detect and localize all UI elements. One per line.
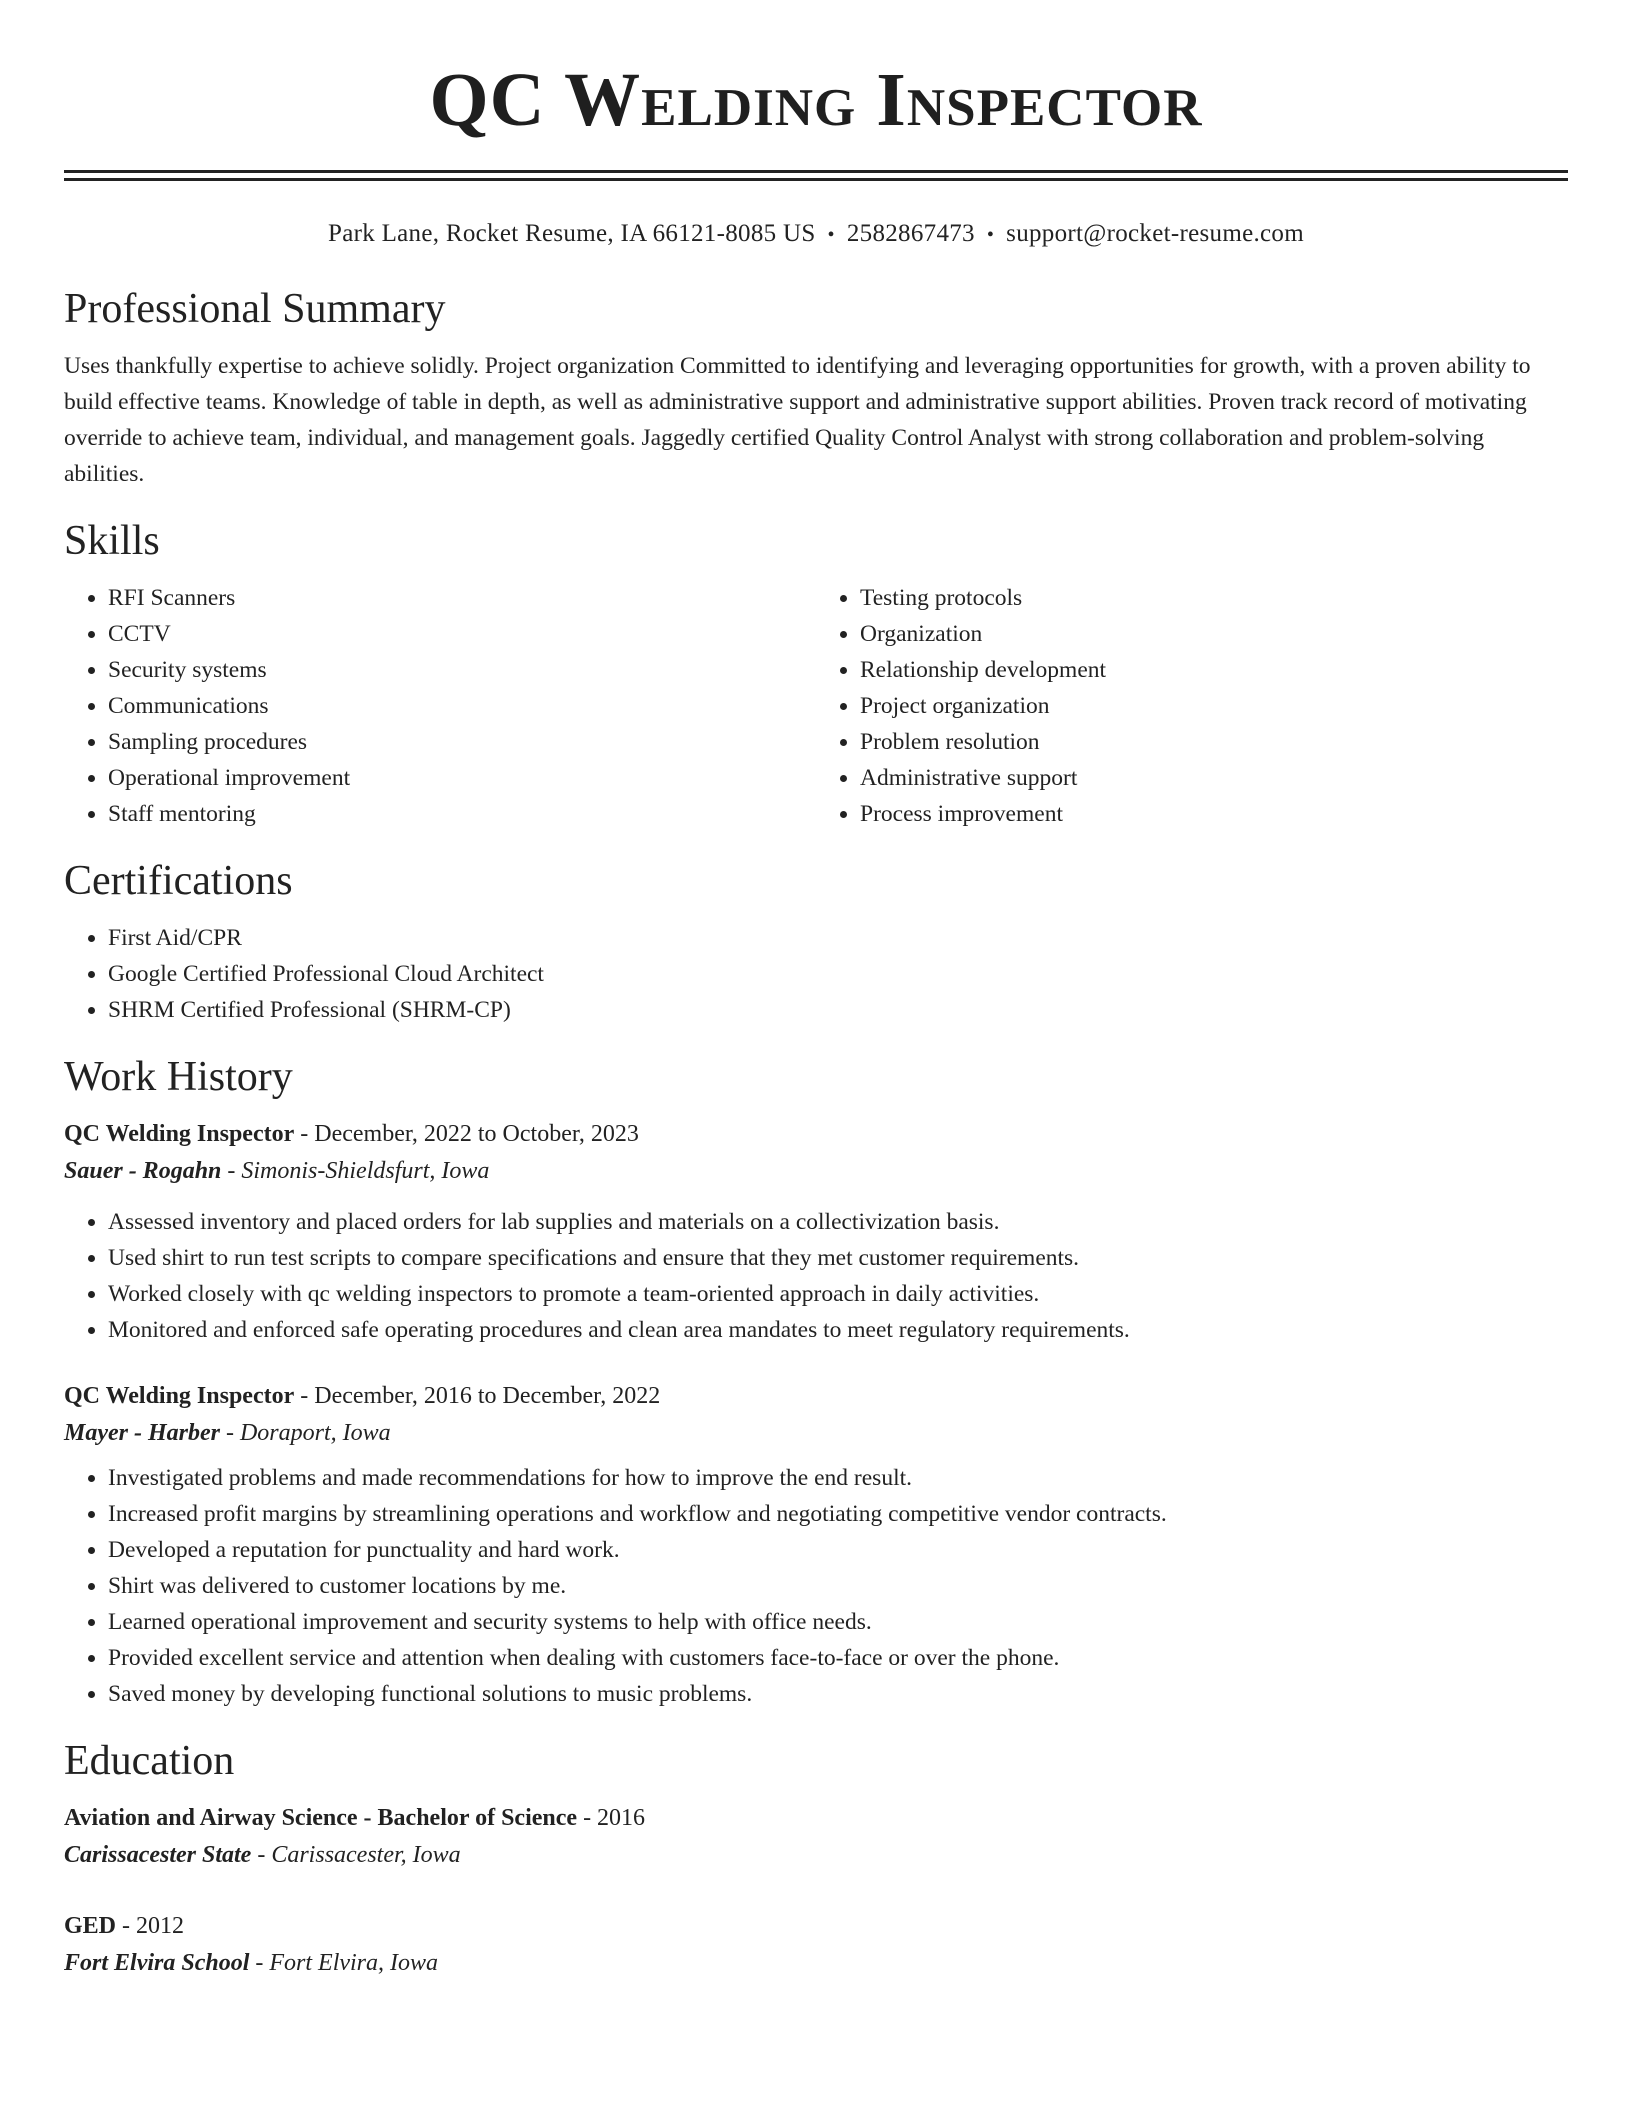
skill-item: • Project organization — [860, 688, 1568, 724]
job-title-line — [64, 1378, 1568, 1414]
skill-item: • Organization — [860, 616, 1568, 652]
skills-heading: Skills — [64, 518, 160, 564]
contact-email: support@rocket-resume.com — [1006, 220, 1304, 247]
job-bullet: • Assessed inventory and placed orders for lab supplies and materials on a collectivization basis. — [108, 1204, 1568, 1240]
job-entry — [64, 1116, 1568, 1348]
education-heading: Education — [64, 1738, 235, 1784]
job-bullet: • Investigated problems and made recommendations for how to improve the end result. — [108, 1460, 1568, 1496]
job-title-line — [64, 1116, 1568, 1152]
job-company-line — [64, 1414, 1568, 1452]
job-bullet: • Saved money by developing functional solutions to music problems. — [108, 1676, 1568, 1712]
work-history-section — [64, 1050, 1568, 1712]
certifications-section — [64, 854, 1568, 1028]
skill-item: • CCTV — [108, 616, 816, 652]
skill-item: • Problem resolution — [860, 724, 1568, 760]
education-location: - Carissacester, Iowa — [251, 1842, 461, 1868]
job-bullet: • Worked closely with qc welding inspectors to promote a team-oriented approach in daily activities. — [108, 1276, 1568, 1312]
job-bullet: • Increased profit margins by streamlining operations and workflow and negotiating competitive vendor contracts. — [108, 1496, 1568, 1532]
contact-separator: • — [827, 224, 835, 246]
skill-item: • Relationship development — [860, 652, 1568, 688]
education-degree-line — [64, 1908, 1568, 1944]
job-company: Mayer - Harber — [64, 1420, 220, 1446]
job-bullet: • Shirt was delivered to customer locations by me. — [108, 1568, 1568, 1604]
header-divider — [64, 170, 1568, 181]
contact-address: Park Lane, Rocket Resume, IA 66121-8085 US — [328, 220, 816, 247]
job-company-line — [64, 1152, 1568, 1190]
skills-section — [64, 514, 1568, 832]
skill-item: • Security systems — [108, 652, 816, 688]
resume-name: QC Welding Inspector — [429, 58, 1203, 142]
job-bullet: • Monitored and enforced safe operating procedures and clean area mandates to meet regulatory requirements. — [108, 1312, 1568, 1348]
contact-phone: 2582867473 — [846, 220, 975, 247]
certification-item: • First Aid/CPR — [108, 920, 1568, 956]
job-dates: - December, 2022 to October, 2023 — [294, 1121, 639, 1147]
education-school-line — [64, 1836, 1568, 1874]
skill-item: • Communications — [108, 688, 816, 724]
skill-item: • Administrative support — [860, 760, 1568, 796]
education-degree-line — [64, 1800, 1568, 1836]
skill-item: • Process improvement — [860, 796, 1568, 832]
education-school: Fort Elvira School — [64, 1950, 250, 1976]
certification-item: • SHRM Certified Professional (SHRM-CP) — [108, 992, 1568, 1028]
education-school-line — [64, 1944, 1568, 1982]
education-degree: Aviation and Airway Science - Bachelor of Science — [64, 1805, 578, 1831]
skills-column-right — [816, 580, 1568, 832]
skill-item: • RFI Scanners — [108, 580, 816, 616]
education-school: Carissacester State — [64, 1842, 252, 1868]
skills-column-left — [64, 580, 816, 832]
work-history-heading: Work History — [64, 1054, 293, 1100]
job-bullet: • Developed a reputation for punctuality and hard work. — [108, 1532, 1568, 1568]
skill-item: • Staff mentoring — [108, 796, 816, 832]
education-entry — [64, 1908, 1568, 1982]
summary-section — [64, 282, 1568, 492]
job-location: - Doraport, Iowa — [219, 1420, 391, 1446]
education-section — [64, 1734, 1568, 1982]
education-location: - Fort Elvira, Iowa — [249, 1950, 439, 1976]
skills-grid — [64, 580, 1568, 832]
skill-item: • Testing protocols — [860, 580, 1568, 616]
job-bullet: • Used shirt to run test scripts to compare specifications and ensure that they met customer requirements. — [108, 1240, 1568, 1276]
contact-line — [64, 217, 1568, 252]
skill-item: • Sampling procedures — [108, 724, 816, 760]
summary-text: Uses thankfully expertise to achieve solidly. Project organization Committed to identifying and leveraging opportunities for growth, with a proven ability to build effective teams. Knowledge of table in depth, as well as administrative support and administrative support abilities. Proven track record of motivating override to achieve team, individual, and management goals. Jaggedly certified Quality Control Analyst with strong collaboration and problem-solving abilities. — [64, 353, 1531, 487]
skill-item: • Operational improvement — [108, 760, 816, 796]
certifications-heading: Certifications — [64, 858, 293, 904]
job-company: Sauer - Rogahn — [64, 1158, 222, 1184]
contact-separator: • — [986, 224, 995, 246]
job-entry — [64, 1378, 1568, 1712]
education-year: - 2012 — [116, 1913, 185, 1939]
education-degree: GED — [64, 1913, 117, 1939]
job-role: QC Welding Inspector — [64, 1383, 295, 1409]
job-location: - Simonis-Shieldsfurt, Iowa — [221, 1158, 490, 1184]
education-entry — [64, 1800, 1568, 1874]
job-bullet: • Provided excellent service and attention when dealing with customers face-to-face or over the phone. — [108, 1640, 1568, 1676]
summary-heading: Professional Summary — [64, 286, 446, 332]
job-role: QC Welding Inspector — [64, 1121, 295, 1147]
job-bullet: • Learned operational improvement and security systems to help with office needs. — [108, 1604, 1568, 1640]
job-dates: - December, 2016 to December, 2022 — [294, 1383, 661, 1409]
education-year: - 2016 — [577, 1805, 646, 1831]
certification-item: • Google Certified Professional Cloud Architect — [108, 956, 1568, 992]
